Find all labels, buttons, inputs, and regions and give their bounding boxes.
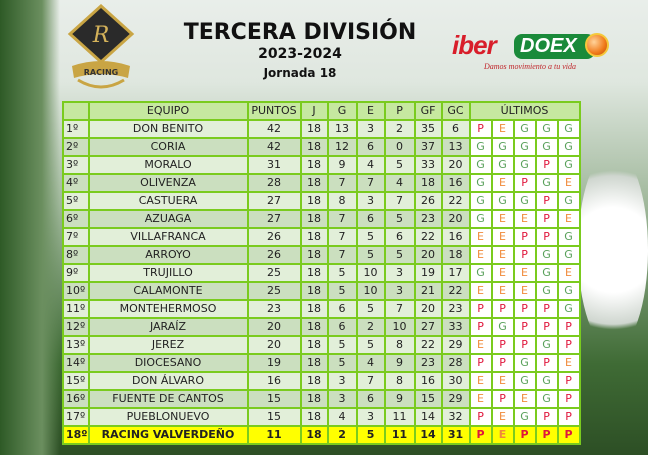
drawn: 7 <box>358 373 384 389</box>
played: 18 <box>302 139 327 155</box>
last-result: G <box>515 373 535 389</box>
table-row <box>64 337 579 353</box>
last-result: E <box>493 211 513 227</box>
drawn: 10 <box>358 283 384 299</box>
goals-for: 23 <box>416 211 441 227</box>
last-result: E <box>471 283 491 299</box>
position: 12º <box>64 319 88 335</box>
last-result: E <box>493 229 513 245</box>
lost: 6 <box>386 229 414 245</box>
lost: 2 <box>386 121 414 137</box>
goals-for: 19 <box>416 265 441 281</box>
last-result: G <box>493 319 513 335</box>
drawn: 3 <box>358 409 384 425</box>
goals-against: 31 <box>443 427 469 443</box>
played: 18 <box>302 265 327 281</box>
sponsor-tagline: Damos movimiento a tu vida <box>484 62 576 71</box>
last-result: G <box>537 247 557 263</box>
goals-against: 30 <box>443 373 469 389</box>
lost: 4 <box>386 175 414 191</box>
played: 18 <box>302 193 327 209</box>
position: 2º <box>64 139 88 155</box>
last-result: P <box>559 337 579 353</box>
last-result: G <box>471 193 491 209</box>
last-result: P <box>515 427 535 443</box>
drawn: 5 <box>358 337 384 353</box>
background-left <box>0 0 60 455</box>
position: 1º <box>64 121 88 137</box>
header-drawn: E <box>358 103 384 119</box>
goals-against: 32 <box>443 409 469 425</box>
goals-for: 33 <box>416 157 441 173</box>
goals-for: 22 <box>416 229 441 245</box>
last-result: G <box>537 175 557 191</box>
last-result: E <box>559 265 579 281</box>
points: 26 <box>249 229 300 245</box>
sponsor-logo <box>452 28 612 76</box>
position: 13º <box>64 337 88 353</box>
club-crest-logo <box>66 4 136 94</box>
goals-for: 37 <box>416 139 441 155</box>
last-result: E <box>493 121 513 137</box>
drawn: 6 <box>358 391 384 407</box>
team-name: MONTEHERMOSO <box>90 301 247 317</box>
drawn: 3 <box>358 193 384 209</box>
drawn: 5 <box>358 301 384 317</box>
table-row <box>64 319 579 335</box>
last-result: P <box>471 121 491 137</box>
table-row <box>64 355 579 371</box>
lost: 7 <box>386 193 414 209</box>
position: 11º <box>64 301 88 317</box>
last-result: G <box>537 283 557 299</box>
lost: 5 <box>386 157 414 173</box>
team-name: RACING VALVERDEÑO <box>90 427 247 443</box>
last-result: G <box>537 391 557 407</box>
last-result: G <box>537 337 557 353</box>
goals-for: 23 <box>416 355 441 371</box>
last-result: P <box>537 355 557 371</box>
header-last-results: ÚLTIMOS <box>471 103 579 119</box>
drawn: 5 <box>358 247 384 263</box>
header-points: PUNTOS <box>249 103 300 119</box>
last-result: P <box>559 391 579 407</box>
last-result: G <box>493 193 513 209</box>
table-header <box>64 103 579 119</box>
last-result: E <box>471 337 491 353</box>
won: 4 <box>329 409 356 425</box>
last-result: P <box>471 427 491 443</box>
played: 18 <box>302 283 327 299</box>
last-result: E <box>493 265 513 281</box>
table-row <box>64 211 579 227</box>
svg-text:R: R <box>92 23 110 48</box>
last-result: P <box>471 301 491 317</box>
points: 42 <box>249 139 300 155</box>
last-result: P <box>515 247 535 263</box>
goals-against: 16 <box>443 229 469 245</box>
team-name: JARAÍZ <box>90 319 247 335</box>
page-title: TERCERA DIVISIÓN <box>183 20 417 45</box>
team-name: JEREZ <box>90 337 247 353</box>
lost: 3 <box>386 283 414 299</box>
table-row <box>64 427 579 443</box>
last-result: P <box>515 319 535 335</box>
team-name: DON ÁLVARO <box>90 373 247 389</box>
last-result: E <box>515 211 535 227</box>
lost: 7 <box>386 301 414 317</box>
team-name: ARROYO <box>90 247 247 263</box>
last-result: E <box>493 175 513 191</box>
last-result: E <box>493 283 513 299</box>
position: 9º <box>64 265 88 281</box>
position: 8º <box>64 247 88 263</box>
last-result: G <box>471 175 491 191</box>
team-name: FUENTE DE CANTOS <box>90 391 247 407</box>
goals-for: 22 <box>416 337 441 353</box>
last-result: E <box>493 409 513 425</box>
lost: 9 <box>386 355 414 371</box>
points: 16 <box>249 373 300 389</box>
won: 12 <box>329 139 356 155</box>
table-row <box>64 121 579 137</box>
last-result: G <box>515 139 535 155</box>
points: 31 <box>249 157 300 173</box>
last-result: P <box>537 211 557 227</box>
svg-text:RACING: RACING <box>83 68 119 77</box>
position: 3º <box>64 157 88 173</box>
won: 3 <box>329 373 356 389</box>
header-played: J <box>302 103 327 119</box>
last-result: P <box>493 355 513 371</box>
header-goals-against: GC <box>443 103 469 119</box>
header-goals-for: GF <box>416 103 441 119</box>
lost: 11 <box>386 427 414 443</box>
played: 18 <box>302 409 327 425</box>
position: 14º <box>64 355 88 371</box>
points: 19 <box>249 355 300 371</box>
points: 25 <box>249 283 300 299</box>
last-result: P <box>559 319 579 335</box>
sponsor-name-doex: DOEX <box>514 34 595 59</box>
last-result: G <box>559 139 579 155</box>
won: 5 <box>329 355 356 371</box>
team-name: TRUJILLO <box>90 265 247 281</box>
won: 5 <box>329 337 356 353</box>
last-result: P <box>515 301 535 317</box>
last-result: P <box>471 355 491 371</box>
last-result: G <box>559 157 579 173</box>
drawn: 4 <box>358 355 384 371</box>
played: 18 <box>302 337 327 353</box>
played: 18 <box>302 175 327 191</box>
played: 18 <box>302 391 327 407</box>
team-name: VILLAFRANCA <box>90 229 247 245</box>
won: 7 <box>329 229 356 245</box>
standings-table <box>62 101 581 445</box>
points: 11 <box>249 427 300 443</box>
points: 25 <box>249 265 300 281</box>
last-result: E <box>471 391 491 407</box>
played: 18 <box>302 229 327 245</box>
points: 42 <box>249 121 300 137</box>
last-result: E <box>471 229 491 245</box>
last-result: E <box>559 211 579 227</box>
points: 27 <box>249 211 300 227</box>
table-row <box>64 283 579 299</box>
won: 7 <box>329 211 356 227</box>
drawn: 3 <box>358 121 384 137</box>
won: 7 <box>329 175 356 191</box>
goals-for: 18 <box>416 175 441 191</box>
lost: 5 <box>386 247 414 263</box>
lost: 5 <box>386 211 414 227</box>
last-result: G <box>559 247 579 263</box>
drawn: 4 <box>358 157 384 173</box>
goals-for: 14 <box>416 409 441 425</box>
last-result: P <box>537 157 557 173</box>
goals-against: 13 <box>443 139 469 155</box>
last-result: P <box>471 319 491 335</box>
last-result: G <box>493 157 513 173</box>
won: 5 <box>329 265 356 281</box>
position: 6º <box>64 211 88 227</box>
last-result: G <box>559 301 579 317</box>
points: 27 <box>249 193 300 209</box>
table-row <box>64 301 579 317</box>
drawn: 6 <box>358 139 384 155</box>
played: 18 <box>302 319 327 335</box>
soccer-ball-background <box>578 150 648 350</box>
team-name: OLIVENZA <box>90 175 247 191</box>
played: 18 <box>302 301 327 317</box>
last-result: E <box>515 283 535 299</box>
table-row <box>64 139 579 155</box>
lost: 11 <box>386 409 414 425</box>
points: 20 <box>249 337 300 353</box>
last-result: P <box>493 391 513 407</box>
last-result: E <box>515 265 535 281</box>
goals-against: 20 <box>443 157 469 173</box>
team-name: CASTUERA <box>90 193 247 209</box>
last-result: G <box>515 121 535 137</box>
last-result: P <box>537 193 557 209</box>
played: 18 <box>302 355 327 371</box>
table-row <box>64 229 579 245</box>
won: 5 <box>329 283 356 299</box>
position: 10º <box>64 283 88 299</box>
header-team: EQUIPO <box>90 103 247 119</box>
lost: 10 <box>386 319 414 335</box>
last-result: G <box>559 193 579 209</box>
last-result: E <box>559 355 579 371</box>
last-result: G <box>471 265 491 281</box>
team-name: DIOCESANO <box>90 355 247 371</box>
goals-for: 20 <box>416 301 441 317</box>
drawn: 6 <box>358 211 384 227</box>
position: 5º <box>64 193 88 209</box>
last-result: G <box>515 193 535 209</box>
goals-for: 20 <box>416 247 441 263</box>
last-result: P <box>559 409 579 425</box>
drawn: 10 <box>358 265 384 281</box>
last-result: P <box>559 373 579 389</box>
points: 28 <box>249 175 300 191</box>
drawn: 5 <box>358 427 384 443</box>
goals-for: 21 <box>416 283 441 299</box>
team-name: CORIA <box>90 139 247 155</box>
played: 18 <box>302 211 327 227</box>
drawn: 7 <box>358 175 384 191</box>
last-result: G <box>559 121 579 137</box>
table-row <box>64 193 579 209</box>
last-result: P <box>537 427 557 443</box>
position: 15º <box>64 373 88 389</box>
last-result: G <box>537 139 557 155</box>
lost: 0 <box>386 139 414 155</box>
last-result: E <box>493 427 513 443</box>
last-result: E <box>471 373 491 389</box>
table-row <box>64 247 579 263</box>
table-row <box>64 175 579 191</box>
goals-against: 33 <box>443 319 469 335</box>
won: 9 <box>329 157 356 173</box>
last-result: P <box>537 319 557 335</box>
goals-for: 35 <box>416 121 441 137</box>
last-result: G <box>515 355 535 371</box>
last-result: P <box>515 229 535 245</box>
points: 15 <box>249 391 300 407</box>
goals-for: 16 <box>416 373 441 389</box>
position: 16º <box>64 391 88 407</box>
goals-against: 17 <box>443 265 469 281</box>
goals-against: 20 <box>443 211 469 227</box>
team-name: MORALO <box>90 157 247 173</box>
won: 6 <box>329 301 356 317</box>
team-name: DON BENITO <box>90 121 247 137</box>
drawn: 2 <box>358 319 384 335</box>
goals-for: 27 <box>416 319 441 335</box>
last-result: G <box>515 409 535 425</box>
goals-against: 28 <box>443 355 469 371</box>
team-name: CALAMONTE <box>90 283 247 299</box>
table-row <box>64 373 579 389</box>
team-name: AZUAGA <box>90 211 247 227</box>
team-name: PUEBLONUEVO <box>90 409 247 425</box>
points: 26 <box>249 247 300 263</box>
points: 20 <box>249 319 300 335</box>
last-result: G <box>537 373 557 389</box>
goals-against: 16 <box>443 175 469 191</box>
last-result: E <box>471 247 491 263</box>
lost: 8 <box>386 373 414 389</box>
goals-for: 26 <box>416 193 441 209</box>
points: 23 <box>249 301 300 317</box>
last-result: P <box>559 427 579 443</box>
won: 3 <box>329 391 356 407</box>
played: 18 <box>302 121 327 137</box>
last-result: P <box>515 175 535 191</box>
won: 8 <box>329 193 356 209</box>
last-result: E <box>493 373 513 389</box>
header-won: G <box>329 103 356 119</box>
season: 2023-2024 <box>258 46 342 62</box>
won: 6 <box>329 319 356 335</box>
won: 7 <box>329 247 356 263</box>
position: 7º <box>64 229 88 245</box>
played: 18 <box>302 247 327 263</box>
last-result: G <box>537 265 557 281</box>
last-result: E <box>559 175 579 191</box>
last-result: G <box>559 229 579 245</box>
last-result: G <box>471 211 491 227</box>
goals-against: 23 <box>443 301 469 317</box>
last-result: G <box>471 157 491 173</box>
goals-against: 29 <box>443 391 469 407</box>
last-result: G <box>515 157 535 173</box>
table-row <box>64 157 579 173</box>
goals-against: 22 <box>443 193 469 209</box>
position: 18º <box>66 428 88 441</box>
last-result: G <box>493 139 513 155</box>
header-pos <box>64 103 88 119</box>
orange-ball-icon <box>585 33 609 57</box>
goals-against: 29 <box>443 337 469 353</box>
goals-against: 18 <box>443 247 469 263</box>
drawn: 5 <box>358 229 384 245</box>
table-row <box>64 391 579 407</box>
goals-for: 14 <box>416 427 441 443</box>
last-result: P <box>493 301 513 317</box>
lost: 3 <box>386 265 414 281</box>
position: 4º <box>64 175 88 191</box>
last-result: E <box>515 391 535 407</box>
lost: 9 <box>386 391 414 407</box>
round: Jornada 18 <box>263 66 337 80</box>
won: 13 <box>329 121 356 137</box>
last-result: P <box>537 409 557 425</box>
last-result: G <box>559 283 579 299</box>
last-result: P <box>537 229 557 245</box>
last-result: P <box>537 301 557 317</box>
last-result: E <box>493 247 513 263</box>
last-result: P <box>515 337 535 353</box>
lost: 8 <box>386 337 414 353</box>
table-row <box>64 265 579 281</box>
table-row <box>64 409 579 425</box>
played: 18 <box>302 427 327 443</box>
played: 18 <box>302 373 327 389</box>
sponsor-name-iber: iber <box>452 30 496 60</box>
last-result: G <box>471 139 491 155</box>
header-lost: P <box>386 103 414 119</box>
goals-against: 6 <box>443 121 469 137</box>
won: 2 <box>329 427 356 443</box>
points: 15 <box>249 409 300 425</box>
last-result: P <box>471 409 491 425</box>
played: 18 <box>302 157 327 173</box>
last-result: P <box>493 337 513 353</box>
last-result: G <box>537 121 557 137</box>
position: 17º <box>64 409 88 425</box>
goals-for: 15 <box>416 391 441 407</box>
goals-against: 22 <box>443 283 469 299</box>
